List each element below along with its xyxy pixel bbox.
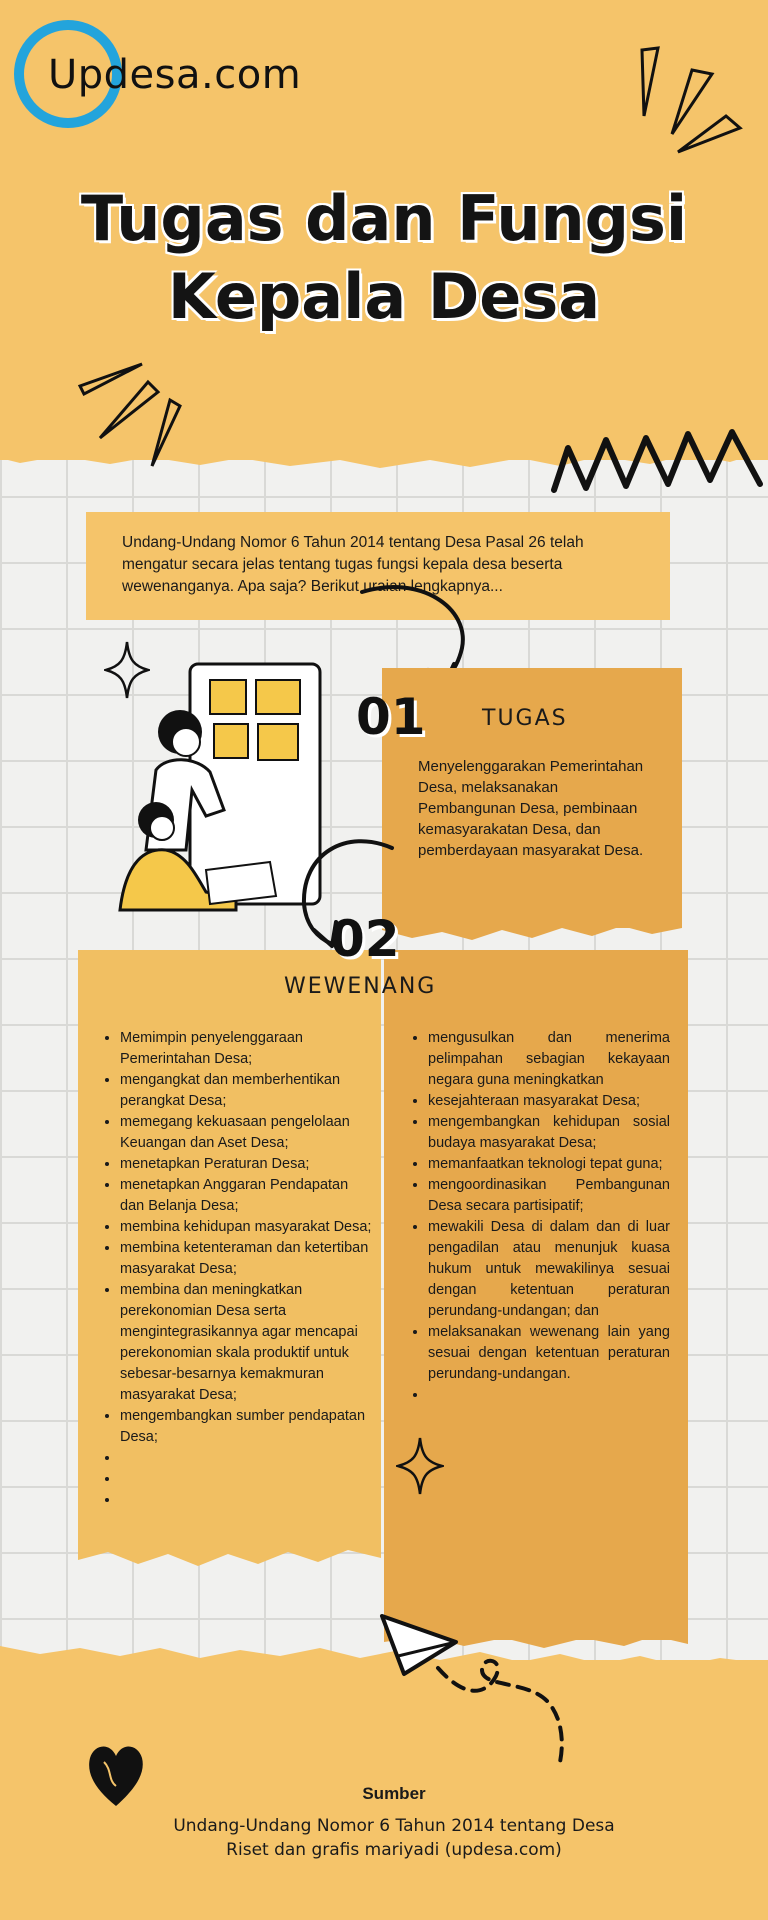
list-item: • menetapkan Peraturan Desa; — [120, 1154, 376, 1175]
list-item: • mengoordinasikan Pembangunan Desa secara partisipatif; — [428, 1175, 670, 1217]
list-item: • membina ketenteraman dan ketertiban masyarakat Desa; — [120, 1238, 376, 1280]
list-item: • memanfaatkan teknologi tepat guna; — [428, 1154, 670, 1175]
wewenang-title: WEWENANG — [284, 974, 437, 999]
list-item: • mengangkat dan memberhentikan perangkat Desa; — [120, 1070, 376, 1112]
list-item: • menetapkan Anggaran Pendapatan dan Belanja Desa; — [120, 1175, 376, 1217]
list-item — [120, 1469, 376, 1490]
source-line-2: Riset dan grafis mariyadi (updesa.com) — [226, 1840, 562, 1860]
list-item: • membina dan meningkatkan perekonomian Desa serta mengintegrasikannya agar mencapai perekonomian skala produktif untuk sebesar-besarnya kemakmuran masyarakat Desa; — [120, 1280, 376, 1406]
tugas-torn-edge — [382, 918, 682, 944]
source-line-1: Undang-Undang Nomor 6 Tahun 2014 tentang Desa — [173, 1816, 615, 1836]
list-item — [428, 1385, 670, 1406]
tugas-number: 01 — [356, 688, 426, 746]
source-label: Sumber — [362, 1784, 426, 1803]
list-item: • memegang kekuasaan pengelolaan Keuangan dan Aset Desa; — [120, 1112, 376, 1154]
list-item: • melaksanakan wewenang lain yang sesuai dengan ketentuan peraturan perundang-undangan. — [428, 1322, 670, 1385]
title-line-2: Kepala Desa — [167, 260, 601, 333]
wewenang-list-left — [98, 1028, 376, 1511]
sparkle-2-icon — [396, 1436, 444, 1496]
zigzag-icon — [550, 420, 768, 496]
tugas-title: TUGAS — [482, 706, 568, 731]
list-item: • mengusulkan dan menerima pelimpahan sebagian kekayaan negara guna meningkatkan — [428, 1028, 670, 1091]
wewenang-number: 02 — [330, 910, 400, 968]
list-item — [120, 1448, 376, 1469]
title-line-1: Tugas dan Fungsi — [80, 182, 688, 255]
list-item: • mewakili Desa di dalam dan di luar pengadilan atau menunjuk kuasa hukum untuk mewakilinya sesuai dengan ketentuan peraturan perundang-undangan; dan — [428, 1217, 670, 1322]
logo-text: Updesa.com — [48, 52, 302, 98]
accent-strokes-icon — [630, 44, 750, 154]
tugas-text: Menyelenggarakan Pemerintahan Desa, melaksanakan Pembangunan Desa, pembinaan kemasyarakatan Desa, dan pemberdayaan masyarakat Desa. — [418, 758, 644, 859]
list-item: • membina kehidupan masyarakat Desa; — [120, 1217, 376, 1238]
list-item: • Memimpin penyelenggaraan Pemerintahan Desa; — [120, 1028, 376, 1070]
intro-text: Undang-Undang Nomor 6 Tahun 2014 tentang Desa Pasal 26 telah mengatur secara jelas tentang tugas fungsi kepala desa beserta wewenanganya. Apa saja? Berikut uraian lengkapnya... — [122, 534, 584, 595]
list-item: • kesejahteraan masyarakat Desa; — [428, 1091, 670, 1112]
paper-plane-icon — [378, 1612, 578, 1772]
list-item: • mengembangkan kehidupan sosial budaya masyarakat Desa; — [428, 1112, 670, 1154]
list-item: • mengembangkan sumber pendapatan Desa; — [120, 1406, 376, 1448]
list-item — [120, 1490, 376, 1511]
wewenang-left-torn-edge — [78, 1540, 381, 1570]
page-title — [0, 180, 768, 336]
accent-strokes-left-icon — [76, 356, 186, 472]
wewenang-list-right — [406, 1028, 670, 1406]
